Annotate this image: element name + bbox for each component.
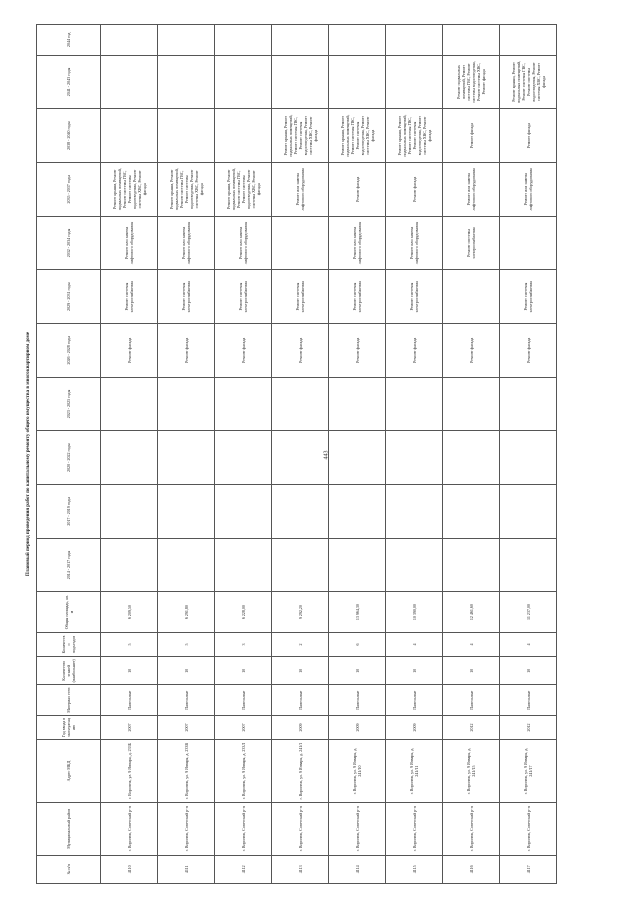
cell-addr: г. Воронеж, ул. 9 Января, д. 241/17 <box>500 740 557 803</box>
cell-p2044 <box>158 25 215 56</box>
cell-ent: 5 <box>101 632 158 656</box>
cell-p2041: Ремонт крыши, Ремонт подвальных помещений, Ремонт системы ГВС, Ремонт системы водоотведения, Ремонт системы ХВС, Ремонт фасада <box>500 55 557 109</box>
cell-p2020 <box>500 431 557 485</box>
cell-p2038: Ремонт фасада <box>443 109 500 163</box>
column-header-year: Год ввода в эксплуатацию <box>37 715 101 739</box>
table-row <box>500 25 557 884</box>
document-title: Плановый период проведения работ по капитальному ремонту общего имущества в многоквартирном доме <box>26 331 31 577</box>
cell-mun: г. Воронеж, Советский р-н <box>386 802 443 855</box>
cell-mat: Панельные <box>101 685 158 715</box>
cell-p2026: Ремонт фасада <box>272 323 329 377</box>
cell-p2041: Ремонт подвальных помещений, Ремонт системы ГВС, Ремонт системы водоотведения, Ремонт системы ХВС, Ремонт фасада <box>443 55 500 109</box>
cell-p2017 <box>443 484 500 538</box>
cell-p2020 <box>329 431 386 485</box>
cell-p2029: Ремонт системы электроснабжения <box>329 270 386 324</box>
cell-ent: 2 <box>272 632 329 656</box>
cell-floors: 10 <box>158 657 215 685</box>
cell-p2020 <box>158 431 215 485</box>
cell-p2020 <box>101 431 158 485</box>
cell-p2035: Ремонт фасада <box>329 162 386 216</box>
table-row <box>272 25 329 884</box>
cell-p2023 <box>215 377 272 431</box>
cell-ent: 4 <box>500 632 557 656</box>
cell-mun: г. Воронеж, Советский р-н <box>329 802 386 855</box>
cell-floors: 10 <box>329 657 386 685</box>
cell-p2038 <box>101 109 158 163</box>
cell-addr: г. Воронеж, ул. 9 Января, д. 241/15 <box>443 740 500 803</box>
cell-p2023 <box>272 377 329 431</box>
cell-year: 2009 <box>386 715 443 739</box>
column-header-p2035: 2035 - 2037 годы <box>37 162 101 216</box>
cell-addr: г. Воронеж, ул. 9 Января, д. 241/1 <box>272 740 329 803</box>
cell-p2023 <box>158 377 215 431</box>
cell-p2038 <box>158 109 215 163</box>
cell-p2023 <box>443 377 500 431</box>
column-header-addr: Адрес МКД <box>37 740 101 803</box>
cell-p2017 <box>500 484 557 538</box>
repair-schedule-table <box>36 24 557 884</box>
column-header-p2038: 2038 - 2040 годы <box>37 109 101 163</box>
cell-mat: Панельные <box>386 685 443 715</box>
cell-mat: Панельные <box>329 685 386 715</box>
cell-mun: г. Воронеж, Советский р-н <box>443 802 500 855</box>
cell-floors: 10 <box>500 657 557 685</box>
table-header-row <box>37 25 101 884</box>
column-header-p2044: 2044 год <box>37 25 101 56</box>
cell-p2044 <box>272 25 329 56</box>
cell-mat: Панельные <box>215 685 272 715</box>
column-header-ent: Количество подъездов <box>37 632 101 656</box>
cell-num: 4112 <box>215 855 272 883</box>
cell-p2026: Ремонт фасада <box>329 323 386 377</box>
cell-p2038 <box>215 109 272 163</box>
cell-floors: 10 <box>101 657 158 685</box>
cell-p2041 <box>329 55 386 109</box>
cell-p2041 <box>215 55 272 109</box>
cell-p2032: Ремонт или замена лифтового оборудования <box>386 216 443 270</box>
cell-p2014 <box>101 538 158 592</box>
cell-p2032 <box>272 216 329 270</box>
cell-p2014 <box>500 538 557 592</box>
cell-p2044 <box>386 25 443 56</box>
cell-addr: г. Воронеж, ул. 9 Января, д. 233В <box>158 740 215 803</box>
table-row <box>158 25 215 884</box>
cell-mat: Панельные <box>500 685 557 715</box>
cell-p2032: Ремонт или замена лифтового оборудования <box>215 216 272 270</box>
column-header-num: № п/п <box>37 855 101 883</box>
column-header-p2023: 2023 - 2025 годы <box>37 377 101 431</box>
cell-floors: 10 <box>272 657 329 685</box>
column-header-p2026: 2026 - 2028 годы <box>37 323 101 377</box>
cell-p2017 <box>386 484 443 538</box>
cell-mun: г. Воронеж, Советский р-н <box>101 802 158 855</box>
cell-p2032: Ремонт или замена лифтового оборудования <box>101 216 158 270</box>
cell-p2029: Ремонт системы электроснабжения <box>215 270 272 324</box>
cell-p2035: Ремонт крыши, Ремонт подвальных помещений, Ремонт системы ГВС, Ремонт системы водоотведения, Ремонт системы ХВС, Ремонт фасада <box>101 162 158 216</box>
cell-p2026: Ремонт фасада <box>158 323 215 377</box>
cell-year: 2009 <box>272 715 329 739</box>
cell-p2017 <box>272 484 329 538</box>
cell-p2038: Ремонт крыши, Ремонт подвальных помещений, Ремонт системы ГВС, Ремонт системы водоотведения, Ремонт системы ХВС, Ремонт фасада <box>386 109 443 163</box>
cell-p2029: Ремонт системы электроснабжения <box>500 270 557 324</box>
column-header-p2020: 2020 - 2022 годы <box>37 431 101 485</box>
cell-area: 10 390,00 <box>386 592 443 633</box>
cell-p2014 <box>329 538 386 592</box>
cell-addr: г. Воронеж, ул. 9 Января, д. 233Б <box>101 740 158 803</box>
cell-addr: г. Воронеж, ул. 9 Января, д. 241/10 <box>329 740 386 803</box>
cell-p2020 <box>215 431 272 485</box>
cell-year: 2012 <box>500 715 557 739</box>
cell-year: 2009 <box>329 715 386 739</box>
cell-p2029 <box>443 270 500 324</box>
cell-floors: 10 <box>215 657 272 685</box>
column-header-p2041: 2041 - 2043 годы <box>37 55 101 109</box>
cell-mun: г. Воронеж, Советский р-н <box>215 802 272 855</box>
column-header-p2017: 2017 - 2019 годы <box>37 484 101 538</box>
cell-p2038: Ремонт фасада <box>500 109 557 163</box>
column-header-p2032: 2032 - 2034 годы <box>37 216 101 270</box>
rotated-page <box>22 24 632 884</box>
cell-p2026: Ремонт фасада <box>215 323 272 377</box>
cell-year: 2007 <box>158 715 215 739</box>
column-header-floors: Количество этажей (наибольшее) <box>37 657 101 685</box>
cell-p2014 <box>443 538 500 592</box>
cell-num: 4115 <box>386 855 443 883</box>
table-row <box>443 25 500 884</box>
cell-p2044 <box>101 25 158 56</box>
cell-p2044 <box>329 25 386 56</box>
cell-p2020 <box>443 431 500 485</box>
cell-floors: 10 <box>443 657 500 685</box>
cell-p2014 <box>386 538 443 592</box>
cell-p2026: Ремонт фасада <box>443 323 500 377</box>
cell-p2032: Ремонт или замена лифтового оборудования <box>329 216 386 270</box>
cell-num: 4110 <box>101 855 158 883</box>
cell-ent: 5 <box>158 632 215 656</box>
cell-p2035: Ремонт или замена лифтового оборудования <box>272 162 329 216</box>
column-header-p2029: 2029 - 2031 годы <box>37 270 101 324</box>
cell-ent: 4 <box>386 632 443 656</box>
cell-p2020 <box>272 431 329 485</box>
cell-p2041 <box>386 55 443 109</box>
cell-p2044 <box>215 25 272 56</box>
cell-p2029: Ремонт системы электроснабжения <box>272 270 329 324</box>
cell-p2017 <box>101 484 158 538</box>
cell-p2029: Ремонт системы электроснабжения <box>158 270 215 324</box>
column-header-mat: Материал стен <box>37 685 101 715</box>
page-number: 443 <box>323 450 330 460</box>
cell-num: 4116 <box>443 855 500 883</box>
table-body <box>101 25 557 884</box>
cell-mat: Панельные <box>272 685 329 715</box>
cell-num: 4117 <box>500 855 557 883</box>
cell-ent: 6 <box>329 632 386 656</box>
cell-p2041 <box>272 55 329 109</box>
cell-p2035: Ремонт или замена лифтового оборудования <box>443 162 500 216</box>
table-row <box>329 25 386 884</box>
column-header-area: Общая площадь, кв. м <box>37 592 101 633</box>
cell-num: 4111 <box>158 855 215 883</box>
table-row <box>386 25 443 884</box>
cell-p2032 <box>500 216 557 270</box>
cell-year: 2012 <box>443 715 500 739</box>
cell-p2023 <box>101 377 158 431</box>
cell-area: 13 964,30 <box>329 592 386 633</box>
cell-area: 12 461,60 <box>443 592 500 633</box>
cell-p2014 <box>272 538 329 592</box>
cell-addr: г. Воронеж, ул. 9 Января, д. 241/11 <box>386 740 443 803</box>
cell-p2041 <box>101 55 158 109</box>
table-row <box>215 25 272 884</box>
cell-mun: г. Воронеж, Советский р-н <box>272 802 329 855</box>
cell-ent: 3 <box>215 632 272 656</box>
cell-year: 2007 <box>101 715 158 739</box>
cell-mat: Панельные <box>443 685 500 715</box>
cell-area: 9 292,20 <box>272 592 329 633</box>
cell-p2017 <box>215 484 272 538</box>
cell-p2035: Ремонт фасада <box>386 162 443 216</box>
cell-mun: г. Воронеж, Советский р-н <box>158 802 215 855</box>
cell-p2044 <box>500 25 557 56</box>
column-header-mun: Муниципальный район <box>37 802 101 855</box>
cell-p2035: Ремонт крыши, Ремонт подвальных помещений, Ремонт системы ГВС, Ремонт системы водоотведения, Ремонт системы ХВС, Ремонт фасада <box>215 162 272 216</box>
cell-mun: г. Воронеж, Советский р-н <box>500 802 557 855</box>
cell-p2026: Ремонт фасада <box>500 323 557 377</box>
cell-p2014 <box>158 538 215 592</box>
cell-p2029: Ремонт системы электроснабжения <box>386 270 443 324</box>
cell-p2038: Ремонт крыши, Ремонт подвальных помещений, Ремонт системы ГВС, Ремонт системы водоотведения, Ремонт системы ХВС, Ремонт фасада <box>329 109 386 163</box>
cell-p2044 <box>443 25 500 56</box>
cell-p2035: Ремонт или замена лифтового оборудования <box>500 162 557 216</box>
cell-p2026: Ремонт фасада <box>101 323 158 377</box>
cell-p2038: Ремонт крыши, Ремонт подвальных помещений, Ремонт системы ГВС, Ремонт системы водоотведения, Ремонт системы ХВС, Ремонт фасада <box>272 109 329 163</box>
cell-p2041 <box>158 55 215 109</box>
cell-p2029: Ремонт системы электроснабжения <box>101 270 158 324</box>
cell-p2032: Ремонт или замена лифтового оборудования <box>158 216 215 270</box>
cell-num: 4113 <box>272 855 329 883</box>
cell-p2035: Ремонт крыши, Ремонт подвальных помещений, Ремонт системы ГВС, Ремонт системы водоотведения, Ремонт системы ХВС, Ремонт фасада <box>158 162 215 216</box>
cell-p2023 <box>500 377 557 431</box>
cell-ent: 4 <box>443 632 500 656</box>
cell-year: 2007 <box>215 715 272 739</box>
cell-area: 6 209,50 <box>101 592 158 633</box>
cell-addr: г. Воронеж, ул. 9 Января, д. 233Л <box>215 740 272 803</box>
cell-p2017 <box>329 484 386 538</box>
cell-area: 6 228,00 <box>215 592 272 633</box>
table-row <box>101 25 158 884</box>
cell-p2014 <box>215 538 272 592</box>
cell-mat: Панельные <box>158 685 215 715</box>
cell-area: 6 291,80 <box>158 592 215 633</box>
cell-p2023 <box>386 377 443 431</box>
cell-p2026: Ремонт фасада <box>386 323 443 377</box>
cell-floors: 10 <box>386 657 443 685</box>
cell-p2020 <box>386 431 443 485</box>
cell-p2032: Ремонт системы электроснабжения <box>443 216 500 270</box>
column-header-p2014: 2014 - 2017 годы <box>37 538 101 592</box>
cell-area: 11 237,00 <box>500 592 557 633</box>
cell-p2017 <box>158 484 215 538</box>
cell-num: 4114 <box>329 855 386 883</box>
cell-p2023 <box>329 377 386 431</box>
